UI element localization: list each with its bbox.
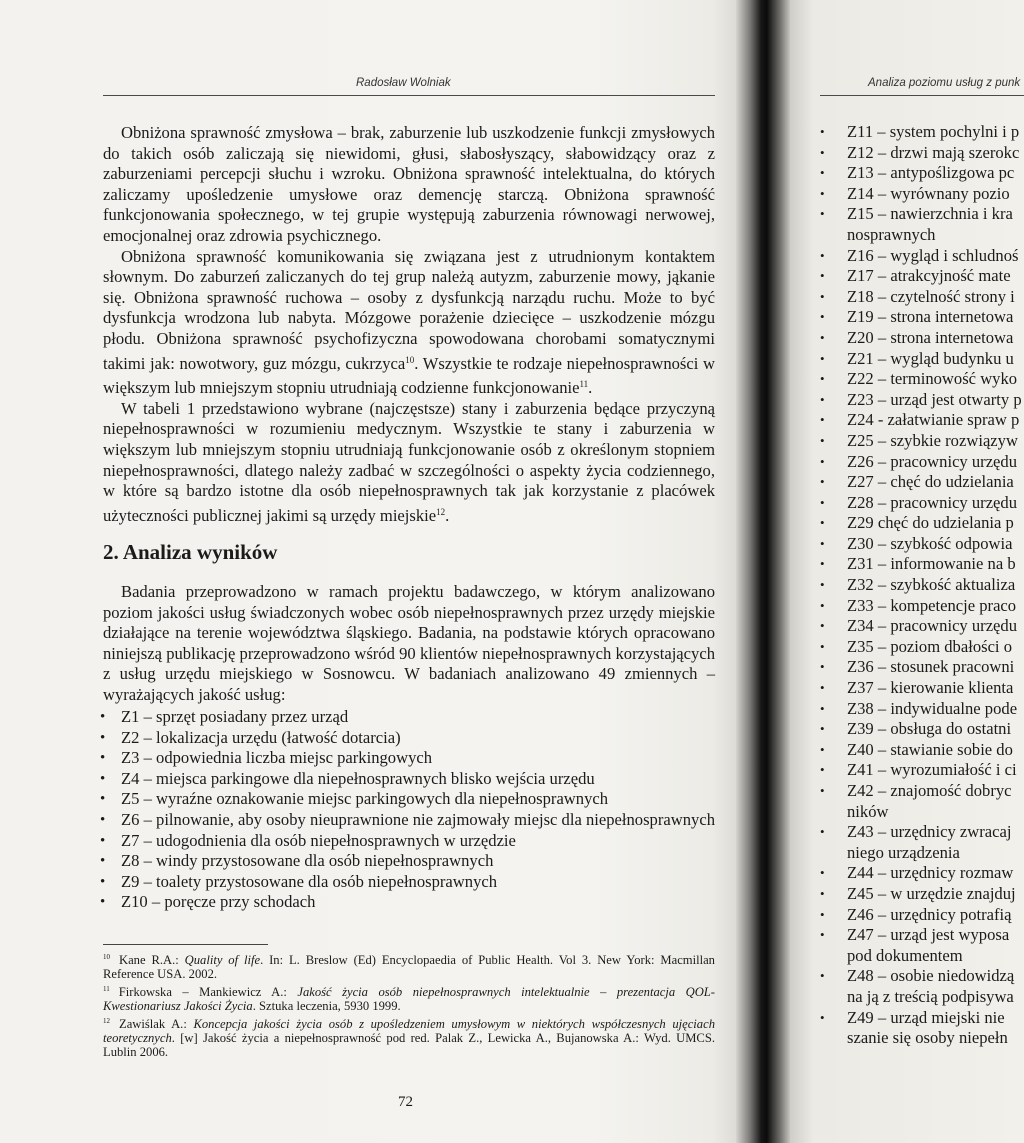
bullet-icon: • <box>820 391 825 407</box>
bullet-icon: • <box>100 750 106 767</box>
list-item-text: Z7 – udogodnienia dla osób niepełnosprawnych w urzędzie <box>121 830 516 850</box>
right-list-item <box>820 884 1024 905</box>
right-list-item <box>820 781 1024 822</box>
bullet-icon: • <box>100 811 106 828</box>
right-list-item <box>820 307 1024 328</box>
left-head-rule <box>103 95 715 96</box>
right-list-item-text: Z27 – chęć do udzielania <box>847 472 1014 492</box>
right-list-item-text: Z17 – atrakcyjność mate <box>847 266 1011 286</box>
bullet-icon: • <box>820 638 825 654</box>
variables-list <box>100 707 716 913</box>
bullet-icon: • <box>820 865 825 881</box>
bullet-icon: • <box>820 329 825 345</box>
bullet-icon: • <box>100 791 106 808</box>
right-list-item-text: Z31 – informowanie na b <box>847 554 1016 574</box>
bullet-icon: • <box>820 371 825 387</box>
right-list-item-text: Z26 – pracownicy urzędu <box>847 451 1018 471</box>
right-list-item <box>820 534 1024 555</box>
bullet-icon: • <box>820 700 825 716</box>
list-item-text: Z9 – toalety przystosowane dla osób niepełnosprawnych <box>121 871 498 891</box>
right-list-item-text: Z24 - załatwianie spraw p <box>847 410 1020 430</box>
right-list-item <box>820 452 1024 473</box>
right-list-item <box>820 925 1024 966</box>
right-list-item-text: Z42 – znajomość dobryc <box>847 781 1012 800</box>
bullet-icon: • <box>820 1009 825 1025</box>
right-list-item <box>820 204 1024 245</box>
bullet-icon: • <box>820 762 825 778</box>
footnote: $^{11}$ Firkowska – Mankiewicz A.: Jakość życia osób niepełnosprawnych intelektualnie – prezentacja QOL- Kwestionariusz Jakości Życia. Sztuka leczenia, 5930 1999. <box>103 984 716 1014</box>
right-list-item-continuation: na ją z treścią podpisywa <box>847 986 1014 1006</box>
right-list-item <box>820 328 1024 349</box>
right-list-item-text: Z38 – indywidualne pode <box>847 698 1018 718</box>
right-list-item-continuation: ników <box>847 801 889 821</box>
bullet-icon: • <box>820 618 825 634</box>
bullet-icon: • <box>820 350 825 366</box>
bullet-icon: • <box>820 309 825 325</box>
bullet-icon: • <box>100 894 106 911</box>
right-list-item <box>820 966 1024 1007</box>
right-list-item-text: Z44 – urzędnicy rozmaw <box>847 863 1014 883</box>
bullet-icon: • <box>820 185 825 201</box>
right-list-item-text: Z30 – szybkość odpowia <box>847 533 1013 553</box>
bullet-icon: • <box>820 680 825 696</box>
right-list-item-text: Z16 – wygląd i schludnoś <box>847 245 1019 265</box>
right-list-item <box>820 287 1024 308</box>
bullet-icon: • <box>820 453 825 469</box>
bullet-icon: • <box>820 247 825 263</box>
right-list-item <box>820 122 1024 143</box>
right-variables-list <box>820 122 1024 1049</box>
right-list-item <box>820 554 1024 575</box>
right-list-item-text: Z34 – pracownicy urzędu <box>847 616 1018 636</box>
right-list-item <box>820 266 1024 287</box>
bullet-icon: • <box>100 853 106 870</box>
right-list-item <box>820 410 1024 431</box>
footnote-number: 10 <box>103 953 110 961</box>
bullet-icon: • <box>820 885 825 901</box>
bullet-icon: • <box>100 873 106 890</box>
body-text <box>103 123 715 526</box>
list-item <box>100 892 716 913</box>
list-item <box>100 789 716 810</box>
bullet-icon: • <box>820 268 825 284</box>
right-list-item-text: Z39 – obsługa do ostatni <box>847 719 1012 739</box>
body-paragraph: Obniżona sprawność zmysłowa – brak, zaburzenie lub uszkodzenie funkcji zmysłowych do takich osób zaliczają się niewidomi, głusi, słabosłyszący, słabowidzący oraz z zaburzeniami percepcji słuchu i wzroku. Obniżona sprawność intelektualna, do których zaliczamy upośledzenie umysłowe oraz demencję starczą. Obniżona sprawność funkcjonowania społecznego, w tej grupie występują zaburzenia równowagi nerwowej, emocjonalnej oraz zdrowia psychicznego. <box>103 123 715 245</box>
right-list-item-text: Z49 – urząd miejski nie <box>847 1007 1005 1027</box>
list-item <box>100 851 716 872</box>
right-list-item-text: Z47 – urząd jest wyposa <box>847 925 1010 945</box>
bullet-icon: • <box>820 556 825 572</box>
list-item-text: Z4 – miejsca parkingowe dla niepełnosprawnych blisko wejścia urzędu <box>121 768 595 788</box>
bullet-icon: • <box>100 832 106 849</box>
page-number: 72 <box>398 1094 413 1110</box>
bullet-icon: • <box>820 535 825 551</box>
bullet-icon: • <box>820 741 825 757</box>
right-list-item <box>820 657 1024 678</box>
footnote-ref: 10 <box>405 354 415 365</box>
list-item-text: Z5 – wyraźne oznakowanie miejsc parkingowych dla niepełnosprawnych <box>121 789 609 809</box>
list-item <box>100 769 716 790</box>
list-item-text: Z3 – odpowiednia liczba miejsc parkingowych <box>121 748 433 768</box>
footnote-number: 11 <box>103 984 110 993</box>
list-item <box>100 872 716 893</box>
bullet-icon: • <box>820 412 825 428</box>
bullet-icon: • <box>100 729 106 746</box>
bullet-icon: • <box>820 432 825 448</box>
footnote: $^{10}$ Kane R.A.: Quality of life. In: L. Breslow (Ed) Encyclopaedia of Public Health. Vol 3. New York: Macmillan Reference USA. 2002. <box>103 953 715 982</box>
right-list-item <box>820 719 1024 740</box>
list-item <box>100 748 716 769</box>
right-list-item <box>820 184 1024 205</box>
list-item-text: Z10 – poręcze przy schodach <box>121 892 316 912</box>
right-list-item <box>820 1008 1024 1049</box>
body-paragraph: W tabeli 1 przedstawiono wybrane (najczęstsze) stany i zaburzenia będące przyczyną niepełnosprawności w rozumieniu medycznym. Wszystkie te stany i zaburzenia w większym lub mniejszym stopniu utrudniają funkcjonowanie osób z określonym stopniem niepełnosprawności, dlatego należy zadbać w szczególności o aspekty życia codziennego, w które są bardzo istotne dla osób niepełnosprawnych tak jak korzystanie z placówek użyteczności publicznej jakimi są urzędy miejskie$^{12}$. <box>103 398 715 525</box>
bullet-icon: • <box>820 165 825 181</box>
right-list-item-text: Z12 – drzwi mają szerokc <box>847 142 1020 162</box>
bullet-icon: • <box>820 144 825 160</box>
right-list-item <box>820 513 1024 534</box>
bullet-icon: • <box>820 494 825 510</box>
left-running-head: Radosław Wolniak <box>356 77 451 89</box>
right-list-item <box>820 863 1024 884</box>
right-list-item <box>820 616 1024 637</box>
right-list-item-text: Z15 – nawierzchnia i kra <box>847 204 1013 224</box>
bullet-icon: • <box>820 474 825 490</box>
right-list-item <box>820 163 1024 184</box>
bullet-icon: • <box>820 659 825 675</box>
right-list-item <box>820 493 1024 514</box>
right-list-item-continuation: pod dokumentem <box>847 945 963 965</box>
list-item-text: Z8 – windy przystosowane dla osób niepełnosprawnych <box>121 851 494 871</box>
list-item <box>100 728 716 749</box>
right-list-item-text: Z33 – kompetencje praco <box>847 595 1017 615</box>
book-gutter-shadow <box>736 0 792 1143</box>
right-list-item-text: Z37 – kierowanie klienta <box>847 678 1014 698</box>
right-list-item <box>820 905 1024 926</box>
right-list-item-text: Z22 – terminowość wyko <box>847 369 1018 389</box>
right-list-item <box>820 637 1024 658</box>
footnotes <box>103 950 715 1060</box>
list-item-text: Z2 – lokalizacja urzędu (łatwość dotarcia) <box>121 727 401 747</box>
right-list-item <box>820 143 1024 164</box>
right-list-item <box>820 822 1024 863</box>
right-list-item-text: Z35 – poziom dbałości o <box>847 636 1012 656</box>
footnote-number: 12 <box>103 1016 110 1025</box>
right-list-item-text: Z40 – stawianie sobie do <box>847 739 1013 759</box>
right-page <box>790 0 1024 1143</box>
list-item <box>100 831 716 852</box>
bullet-icon: • <box>820 597 825 613</box>
right-list-item <box>820 431 1024 452</box>
right-list-item-text: Z25 – szybkie rozwiązyw <box>847 430 1018 450</box>
bullet-icon: • <box>820 824 825 840</box>
bullet-icon: • <box>820 206 825 222</box>
list-item-text: Z1 – sprzęt posiadany przez urząd <box>121 707 349 726</box>
section-paragraph: Badania przeprowadzono w ramach projektu badawczego, w którym analizowano poziom jakości usług świadczonych wobec osób niepełnosprawnych przez urzędy miejskie działające na terenie województwa śląskiego. Badania, na podstawie których opracowano niniejszą publikację przeprowadzono wśród 90 klientów niepełnosprawnych korzystających z usług urzędu miejskiego w Sosnowcu. W badaniach analizowano 49 zmiennych – wyrażających jakość usług: <box>103 582 715 704</box>
right-list-item-text: Z41 – wyrozumiałość i ci <box>847 760 1017 780</box>
footnote-rule <box>103 944 268 945</box>
right-list-item-text: Z21 – wygląd budynku u <box>847 348 1014 368</box>
right-list-item-text: Z23 – urząd jest otwarty p <box>847 389 1022 409</box>
right-list-item-text: Z14 – wyrównany pozio <box>847 183 1010 203</box>
bullet-icon: • <box>820 906 825 922</box>
right-list-item <box>820 740 1024 761</box>
right-list-item-text: Z43 – urzędnicy zwracaj <box>847 822 1012 842</box>
bullet-icon: • <box>820 783 825 798</box>
right-list-item-text: Z11 – system pochylni i p <box>847 122 1020 141</box>
right-list-item-text: Z20 – strona internetowa <box>847 327 1014 347</box>
right-list-item-text: Z46 – urzędnicy potrafią <box>847 904 1012 924</box>
right-list-item-text: Z48 – osobie niedowidzą <box>847 966 1015 986</box>
right-list-item-text: Z19 – strona internetowa <box>847 307 1014 327</box>
bullet-icon: • <box>820 927 825 943</box>
right-list-item <box>820 472 1024 493</box>
bullet-icon: • <box>820 968 825 984</box>
bullet-icon: • <box>820 721 825 737</box>
right-list-item <box>820 760 1024 781</box>
section-title: 2. Analiza wyników <box>103 540 278 564</box>
right-head-rule <box>820 95 1024 96</box>
right-list-item <box>820 699 1024 720</box>
right-list-item-text: Z13 – antypoślizgowa pc <box>847 163 1015 183</box>
body-paragraph: Obniżona sprawność komunikowania się związana jest z utrudnionym kontaktem słownym. Do zaburzeń zaliczanych do tej grup należą autyzm, zaburzenie mowy, jąkanie się. Obniżona sprawność ruchowa – osoby z dysfunkcją narządu ruchu. Może to być dysfunkcja wrodzona lub nabyta. Mózgowe porażenie dziecięce – uszkodzenie mózgu płodu. Obniżona sprawność psychofizyczna spowodowana chorobami somatycznymi takimi jak: nowotwory, guz mózgu, cukrzyca$^{10}$. Wszystkie te rodzaje niepełnosprawności w większym lub mniejszym stopniu utrudniają codzienne funkcjonowanie$^{11}$. <box>103 246 715 398</box>
right-list-item <box>820 390 1024 411</box>
footnote-ref: 12 <box>436 506 446 517</box>
bullet-icon: • <box>820 577 825 593</box>
list-item <box>100 707 716 728</box>
bullet-icon: • <box>100 709 106 725</box>
right-list-item-text: Z32 – szybkość aktualiza <box>847 575 1016 595</box>
right-list-item <box>820 246 1024 267</box>
bullet-icon: • <box>100 770 106 787</box>
right-list-item <box>820 369 1024 390</box>
right-list-item <box>820 349 1024 370</box>
right-list-item-continuation: szanie się osoby niepełn <box>847 1028 1008 1048</box>
right-list-item-text: Z28 – pracownicy urzędu <box>847 492 1018 512</box>
list-item <box>100 810 716 831</box>
right-list-item <box>820 596 1024 617</box>
right-list-item <box>820 678 1024 699</box>
right-list-item-text: Z18 – czytelność strony i <box>847 286 1015 306</box>
right-list-item-text: Z29 chęć do udzielania p <box>847 513 1014 533</box>
right-list-item-text: Z36 – stosunek pracowni <box>847 657 1015 677</box>
right-list-item-text: Z45 – w urzędzie znajduj <box>847 883 1016 903</box>
bullet-icon: • <box>820 124 825 139</box>
right-list-item-continuation: niego urządzenia <box>847 842 960 862</box>
bullet-icon: • <box>820 288 825 304</box>
right-list-item-continuation: nosprawnych <box>847 224 936 244</box>
right-list-item <box>820 575 1024 596</box>
bullet-icon: • <box>820 515 825 531</box>
list-item-text: Z6 – pilnowanie, aby osoby nieuprawnione nie zajmowały miejsc dla niepełnosprawnych <box>121 809 715 829</box>
footnote-ref: 11 <box>579 379 589 390</box>
right-running-head: Analiza poziomu usług z punk <box>868 77 1021 89</box>
footnote: $^{12}$ Zawiślak A.: Koncepcja jakości życia osób z upośledzeniem umysłowym w niektórych współczesnych ujęciach teoretycznych. [w] Jakość życia a niepełnosprawność pod red. Palak Z., Lewicka A., Bujanowska A.: Wyd. UMCS. Lublin 2006. <box>103 1016 715 1060</box>
